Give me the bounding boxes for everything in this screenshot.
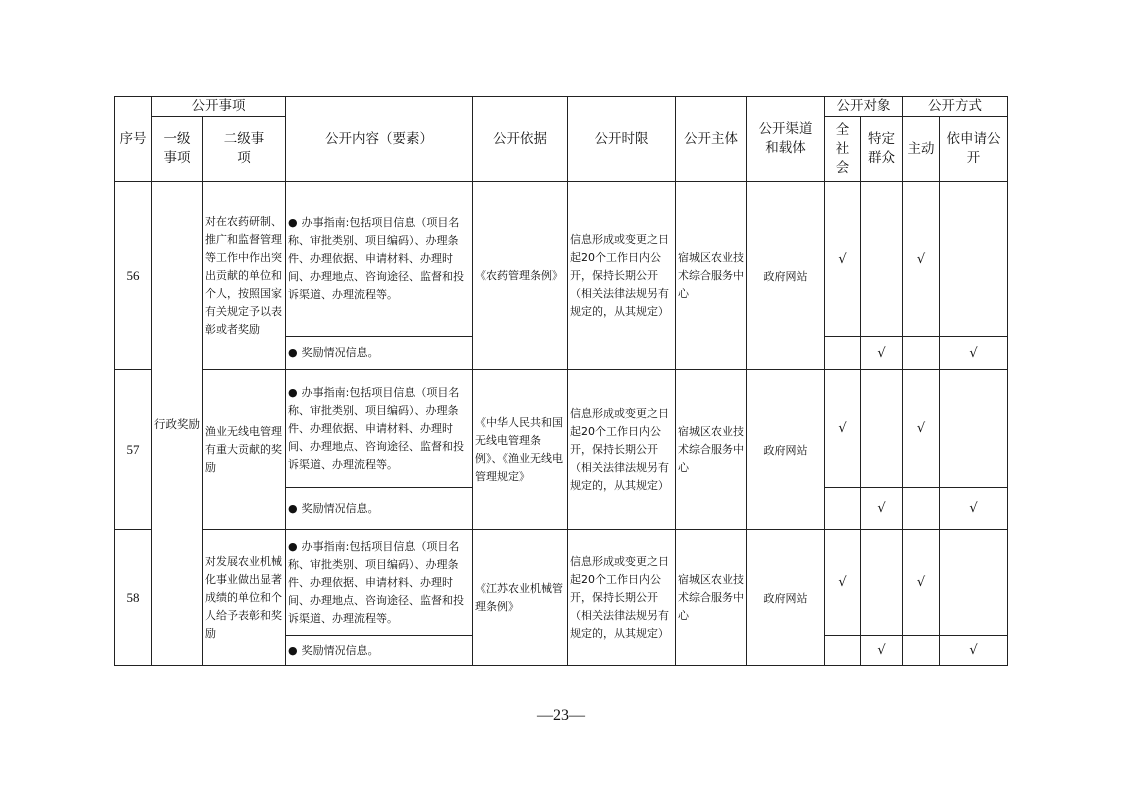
channel-cell: 政府网站 [747,182,825,370]
content-award: ● 奖励情况信息。 [286,488,473,530]
check-request: √ [940,488,1008,530]
check-specific: √ [861,488,903,530]
check-active [903,337,940,370]
header-time-limit: 公开时限 [568,97,676,182]
level2-cell: 渔业无线电管理有重大贡献的奖励 [203,370,286,530]
bullet-icon: ● [288,501,298,515]
content-guide: ● 办事指南:包括项目信息（项目名称、审批类别、项目编码）、办理条件、办理依据、申请材料、办理时间、办理地点、咨询途径、监督和投诉渠道、办理流程等。 [286,370,473,488]
header-object-group: 公开对象 [825,97,903,117]
header-content: 公开内容（要素） [286,97,473,182]
check-request [940,182,1008,337]
header-method-group: 公开方式 [903,97,1008,117]
header-matter-group: 公开事项 [152,97,286,117]
subject-cell: 宿城区农业技术综合服务中心 [676,370,747,530]
check-specific: √ [861,337,903,370]
basis-cell: 《中华人民共和国无线电管理条例》、《渔业无线电管理规定》 [473,370,568,530]
basis-cell: 《江苏农业机械管理条例》 [473,530,568,666]
bullet-icon: ● [288,346,298,359]
check-request: √ [940,636,1008,666]
check-request [940,370,1008,488]
level2-cell: 对在农药研制、推广和监督管理等工作中作出突出贡献的单位和个人，按照国家有关规定予以表彰或者奖励 [203,182,286,370]
level1-cell: 行政奖励 [152,182,203,666]
check-specific [861,370,903,488]
check-whole: √ [825,530,861,636]
time-limit-cell: 信息形成或变更之日起20个工作日内公开，保持长期公开（相关法律法规另有规定的，从其规定） [568,530,676,666]
check-request [940,530,1008,636]
bullet-icon: ● [288,539,298,553]
check-active: √ [903,530,940,636]
content-award: ● 奖励情况信息。 [286,337,473,370]
basis-cell: 《农药管理条例》 [473,182,568,370]
header-active: 主动 [903,117,940,182]
bullet-icon: ● [288,643,298,657]
check-whole [825,337,861,370]
subject-cell: 宿城区农业技术综合服务中心 [676,530,747,666]
check-active [903,488,940,530]
table-row [115,370,1008,488]
check-whole [825,636,861,666]
check-whole: √ [825,370,861,488]
bullet-icon: ● [288,385,298,399]
check-specific: √ [861,636,903,666]
check-whole [825,488,861,530]
header-level2: 二级事项 [203,117,286,182]
header-seq: 序号 [115,97,152,182]
row-seq: 58 [115,530,152,666]
table-row [115,530,1008,636]
header-on-request: 依申请公开 [940,117,1008,182]
channel-cell: 政府网站 [747,370,825,530]
check-active [903,636,940,666]
check-active: √ [903,370,940,488]
time-limit-cell: 信息形成或变更之日起20个工作日内公开，保持长期公开（相关法律法规另有规定的，从其规定） [568,182,676,370]
content-guide: ● 办事指南:包括项目信息（项目名称、审批类别、项目编码）、办理条件、办理依据、申请材料、办理时间、办理地点、咨询途径、监督和投诉渠道、办理流程等。 [286,182,473,337]
content-guide: ● 办事指南:包括项目信息（项目名称、审批类别、项目编码）、办理条件、办理依据、申请材料、办理时间、办理地点、咨询途径、监督和投诉渠道、办理流程等。 [286,530,473,636]
disclosure-table [114,96,1008,666]
channel-cell: 政府网站 [747,530,825,666]
header-level1: 一级事项 [152,117,203,182]
row-seq: 56 [115,182,152,370]
content-award: ● 奖励情况信息。 [286,636,473,666]
check-active: √ [903,182,940,337]
row-seq: 57 [115,370,152,530]
header-subject: 公开主体 [676,97,747,182]
check-request: √ [940,337,1008,370]
header-basis: 公开依据 [473,97,568,182]
header-channel: 公开渠道和载体 [747,97,825,182]
check-specific [861,530,903,636]
check-specific [861,182,903,337]
subject-cell: 宿城区农业技术综合服务中心 [676,182,747,370]
table-row [115,182,1008,337]
header-specific-group: 特定群众 [861,117,903,182]
check-whole: √ [825,182,861,337]
page-number: —23— [537,707,585,724]
header-whole-society: 全社会 [825,117,861,182]
level2-cell: 对发展农业机械化事业做出显著成绩的单位和个人给予表彰和奖励 [203,530,286,666]
time-limit-cell: 信息形成或变更之日起20个工作日内公开，保持长期公开（相关法律法规另有规定的，从其规定） [568,370,676,530]
bullet-icon: ● [288,216,298,229]
